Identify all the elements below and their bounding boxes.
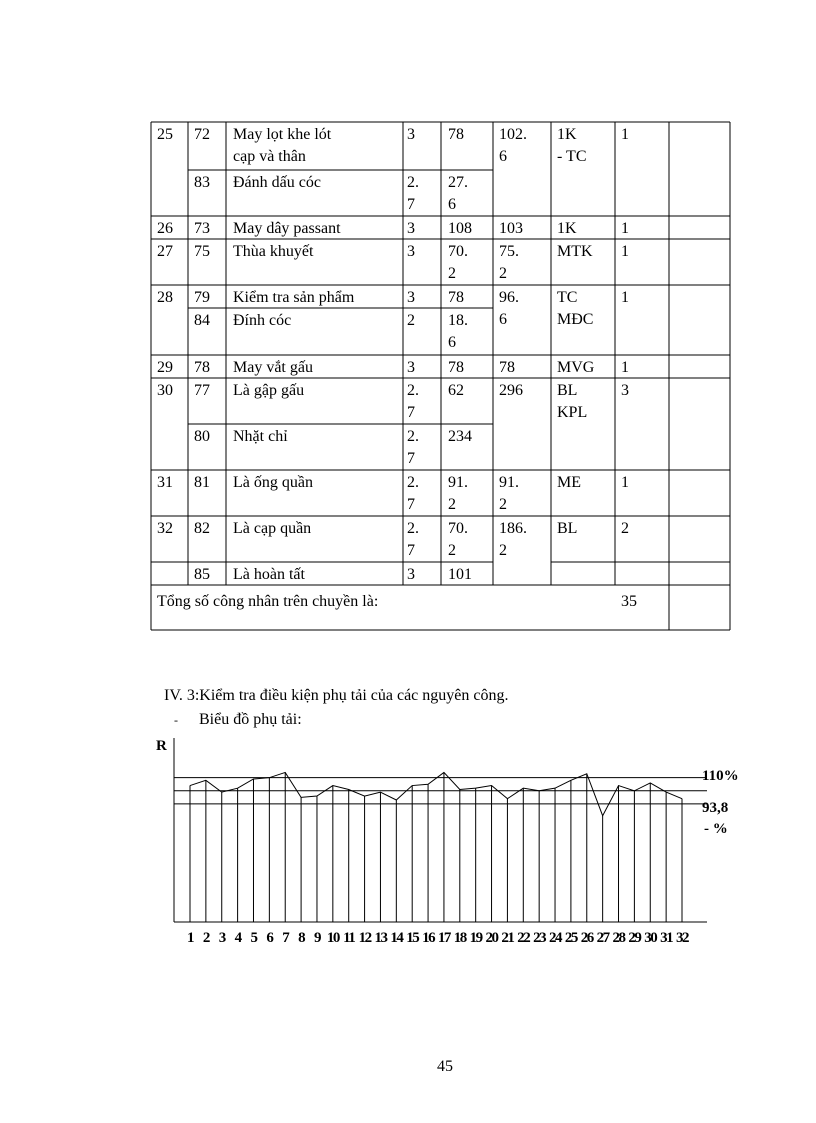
cell-tg: 70. 2 — [448, 243, 468, 282]
cell-cn: 1 — [621, 474, 629, 491]
x-tick-label: 16 — [422, 930, 435, 946]
cell-tb: TC MĐC — [557, 289, 594, 328]
cell-bac: 3 — [407, 289, 415, 306]
x-tick-label: 3 — [218, 930, 225, 946]
x-tick-label: 1 — [187, 930, 193, 946]
cell-nc: 80 — [194, 428, 210, 445]
cell-name: Kiểm tra sản phẩm — [233, 289, 355, 306]
x-tick-label: 22 — [517, 930, 530, 946]
cell-nc: 78 — [194, 359, 210, 376]
cell-tg: 91. 2 — [448, 474, 468, 513]
cell-bac: 3 — [407, 126, 415, 143]
page-number: 45 — [437, 1058, 453, 1075]
ref-label-pct: - % — [704, 821, 728, 837]
chart-subheading: Biểu đồ phụ tải: — [199, 711, 302, 728]
cell-nc: 79 — [194, 289, 210, 306]
cell-bac: 2 — [407, 312, 415, 329]
cell-tg: 78 — [448, 126, 464, 143]
x-tick-label: 11 — [343, 930, 355, 946]
cell-tt: 32 — [157, 520, 173, 537]
x-tick-label: 4 — [234, 930, 241, 946]
cell-nc: 73 — [194, 220, 210, 237]
x-tick-label: 6 — [266, 930, 273, 946]
cell-ttb: 96. 6 — [499, 289, 519, 328]
x-tick-label: 29 — [628, 930, 641, 946]
x-tick-label: 20 — [485, 930, 498, 946]
cell-ttb: 102. 6 — [499, 126, 527, 165]
x-tick-label: 12 — [358, 930, 371, 946]
x-tick-label: 25 — [564, 930, 577, 946]
x-tick-label: 26 — [580, 930, 593, 946]
cell-cn: 3 — [621, 382, 629, 399]
load-chart — [156, 738, 739, 946]
cell-bac: 2. 7 — [407, 474, 419, 513]
cell-bac: 3 — [407, 243, 415, 260]
x-tick-label: 19 — [469, 930, 482, 946]
cell-nc: 83 — [194, 174, 210, 191]
cell-tt: 30 — [157, 382, 173, 399]
x-tick-label: 15 — [406, 930, 419, 946]
cell-bac: 3 — [407, 220, 415, 237]
total-label: Tổng số công nhân trên chuyền là: — [157, 593, 379, 610]
cell-ttb: 186. 2 — [499, 520, 527, 559]
cell-name: Đánh dấu cóc — [233, 174, 321, 191]
cell-tt: 26 — [157, 220, 173, 237]
cell-cn: 1 — [621, 243, 629, 260]
x-tick-label: 5 — [250, 930, 257, 946]
cell-tb: MTK — [557, 243, 593, 260]
cell-cn: 1 — [621, 359, 629, 376]
bullet-dash: - — [174, 713, 178, 727]
cell-tg: 27. 6 — [448, 174, 468, 213]
cell-nc: 72 — [194, 126, 210, 143]
x-tick-label: 8 — [298, 930, 305, 946]
cell-tb: BL — [557, 520, 578, 537]
cell-name: May dây passant — [233, 220, 341, 237]
cell-tb: BL KPL — [557, 382, 588, 421]
x-tick-label: 17 — [437, 930, 450, 946]
cell-tg: 101 — [448, 566, 472, 583]
x-tick-label: 18 — [453, 930, 466, 946]
cell-name: Đính cóc — [233, 312, 292, 329]
cell-tt: 29 — [157, 359, 173, 376]
cell-bac: 2. 7 — [407, 520, 419, 559]
cell-tg: 108 — [448, 220, 472, 237]
cell-tg: 78 — [448, 289, 464, 306]
y-axis-label: R — [156, 738, 167, 754]
cell-tb: ME — [557, 474, 581, 491]
cell-nc: 84 — [194, 312, 210, 329]
x-tick-label: 7 — [282, 930, 289, 946]
cell-bac: 2. 7 — [407, 428, 419, 467]
cell-cn: 2 — [621, 520, 629, 537]
cell-bac: 3 — [407, 566, 415, 583]
cell-nc: 82 — [194, 520, 210, 537]
cell-tb: 1K - TC — [557, 126, 587, 165]
x-tick-label: 32 — [676, 930, 688, 946]
cell-name: Là hoàn tất — [233, 566, 305, 583]
x-tick-label: 21 — [501, 930, 514, 946]
cell-tg: 70. 2 — [448, 520, 468, 559]
cell-bac: 2. 7 — [407, 382, 419, 421]
cell-tb: 1K — [557, 220, 577, 237]
cell-name: Là gập gấu — [233, 382, 305, 399]
cell-name: Thùa khuyết — [233, 243, 314, 260]
cell-name: Là ống quần — [233, 474, 313, 491]
x-tick-label: 30 — [644, 930, 657, 946]
cell-cn: 1 — [621, 220, 629, 237]
cell-tt: 31 — [157, 474, 173, 491]
cell-tg: 78 — [448, 359, 464, 376]
cell-tb: MVG — [557, 359, 595, 376]
cell-ttb: 75. 2 — [499, 243, 519, 282]
x-tick-label: 9 — [313, 930, 320, 946]
ref-label-938: 93,8 — [702, 800, 729, 816]
x-tick-label: 31 — [660, 930, 673, 946]
cell-ttb: 78 — [499, 359, 515, 376]
cell-name: May vắt gấu — [233, 359, 313, 376]
x-tick-label: 27 — [596, 930, 609, 946]
cell-tt: 27 — [157, 243, 173, 260]
cell-cn: 1 — [621, 126, 629, 143]
x-tick-label: 23 — [533, 930, 546, 946]
cell-name: Là cạp quần — [233, 520, 312, 537]
total-value: 35 — [621, 593, 637, 610]
x-tick-label: 24 — [549, 930, 562, 946]
cell-nc: 75 — [194, 243, 210, 260]
cell-name: May lọt khe lót cạp và thân — [233, 126, 332, 165]
x-tick-label: 13 — [374, 930, 387, 946]
cell-nc: 77 — [194, 382, 210, 399]
cell-tt: 25 — [157, 126, 173, 143]
section-heading: IV. 3:Kiểm tra điều kiện phụ tải của các nguyên công. — [164, 687, 509, 704]
cell-cn: 1 — [621, 289, 629, 306]
cell-nc: 81 — [194, 474, 210, 491]
cell-bac: 2. 7 — [407, 174, 419, 213]
cell-tg: 18. 6 — [448, 312, 468, 351]
ref-label-110: 110% — [702, 768, 739, 784]
load-series-line — [190, 772, 682, 815]
cell-tt: 28 — [157, 289, 173, 306]
x-tick-label: 10 — [326, 930, 339, 946]
x-tick-label: 14 — [390, 930, 403, 946]
x-tick-label: 28 — [612, 930, 625, 946]
cell-ttb: 103 — [499, 220, 523, 237]
cell-nc: 85 — [194, 566, 210, 583]
cell-tg: 62 — [448, 382, 464, 399]
x-tick-label: 2 — [202, 930, 209, 946]
cell-name: Nhặt chỉ — [233, 428, 288, 445]
cell-bac: 3 — [407, 359, 415, 376]
workstation-table — [151, 122, 730, 630]
cell-tg: 234 — [448, 428, 472, 445]
cell-ttb: 91. 2 — [499, 474, 519, 513]
cell-ttb: 296 — [499, 382, 523, 399]
